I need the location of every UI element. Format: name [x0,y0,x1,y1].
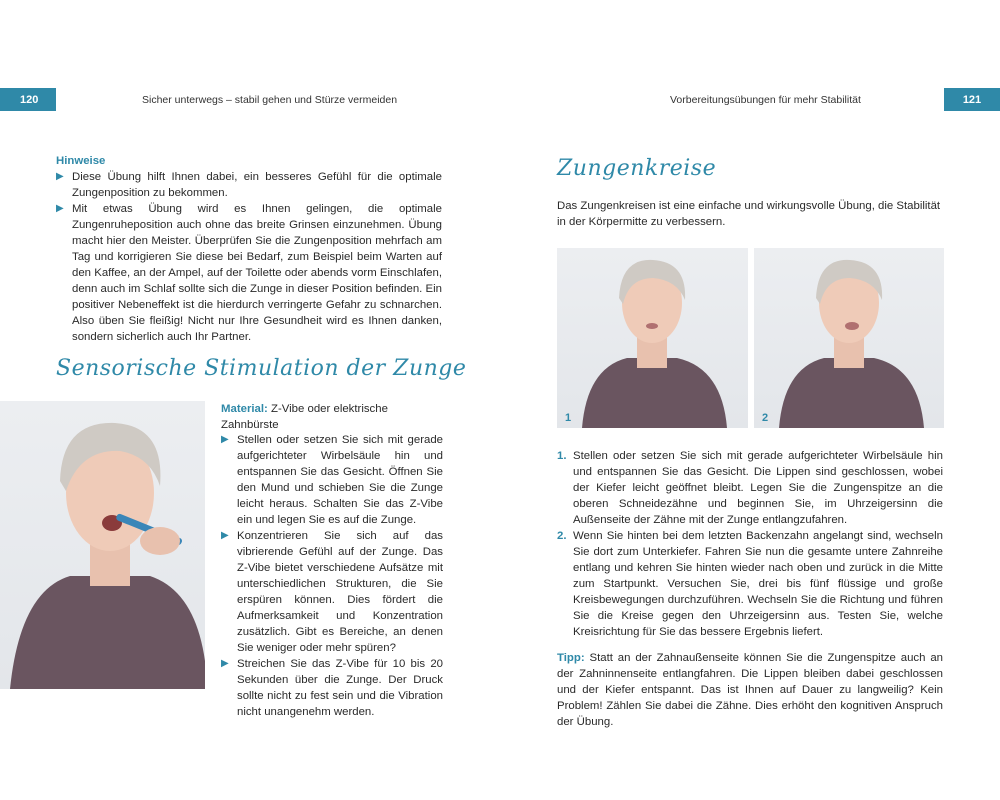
step-number: 2. [557,530,567,542]
tip-box [557,650,943,730]
left-running-title: Sicher unterwegs – stabil gehen und Stürze vermeiden [142,94,398,106]
woman-portrait-illustration [754,248,944,428]
section-title-sensory: Sensorische Stimulation der Zunge [56,356,467,381]
step-item: 1. Stellen oder setzen Sie sich mit gerade aufgerichteter Wirbelsäule hin und entspannen Sie das Gesicht. Die Lippen sind geschlossen, wobei der Kiefer leicht geöffnet bleibt. Legen Sie die Zungenspitze an die oberen Schneidezähne und beginnen Sie, im Uhrzeigersinn die Außenseite der Zähne mit der Zunge entlangzufahren. [557,450,943,526]
intro-text: Das Zungenkreisen ist eine einfache und wirkungsvolle Übung, die Stabilität in der Körpermitte zu verbessern. [557,200,941,228]
hints-title: Hinweise [56,155,106,167]
instruction-item: ▶ Stellen oder setzen Sie sich mit gerade aufgerichteter Wirbelsäule hin und entspannen Sie das Gesicht. Öffnen Sie den Mund und schieben Sie die Zunge leicht heraus. Schalten Sie das Z-Vibe ein und legen Sie es auf die Zunge. [221,434,443,526]
photo-label-1: 1 [565,412,572,424]
hint-item: ▶ Diese Übung hilft Ihnen dabei, ein besseres Gefühl für die optimale Zungenposition zu bekommen. [56,171,442,199]
triangle-bullet-icon: ▶ [56,203,64,214]
right-running-title: Vorbereitungsübungen für mehr Stabilität [670,94,861,106]
triangle-bullet-icon: ▶ [221,434,229,445]
photo-z-vibe [0,401,205,689]
triangle-bullet-icon: ▶ [56,171,64,182]
tip-label: Tipp: [557,652,585,664]
material-line [221,401,443,433]
woman-portrait-illustration [557,248,748,428]
material-label: Material: [221,403,268,415]
hints-box [56,153,442,345]
photo-label-2: 2 [762,412,769,424]
instruction-item: ▶ Konzentrieren Sie sich auf das vibrierende Gefühl auf der Zunge. Das Z-Vibe bietet verschiedene Aufsätze mit unterschiedlichen Strukturen, die Sie erspüren können. Dies fördert die Aufmerksamkeit und Konzentration zusätzlich. Gibt es Bereiche, an denen Sie weniger oder mehr spüren? [221,530,443,654]
triangle-bullet-icon: ▶ [221,530,229,541]
left-page-number: 120 [0,88,56,111]
step-item: 2. Wenn Sie hinten bei dem letzten Backenzahn angelangt sind, wechseln Sie dort zum Unterkiefer. Fahren Sie nun die gesamte untere Zahnreihe entlang und kehren Sie hinten wieder nach oben und zurück in die Mitte zum Startpunkt. Versuchen Sie, drei bis fünf flüssige und große Kreisbewegungen durchzuführen. Wechseln Sie die Richtung und führen Sie die Kreise gegen den Uhrzeigersinn aus. Testen Sie, welche Kreisrichtung für Sie das bessere Ergebnis liefert. [557,530,943,638]
photo-step-2 [754,248,944,428]
instruction-list [221,432,443,720]
woman-with-z-vibe-illustration [0,401,205,689]
hint-item: ▶ Mit etwas Übung wird es Ihnen gelingen, die optimale Zungenruheposition auch ohne das breite Grinsen einzunehmen. Übung macht hier den Meister. Überprüfen Sie die Zungenposition mehrfach am Tag und korrigieren Sie diese bei Bedarf, zum Beispiel beim Warten auf den Kaffee, an der Ampel, auf der Toilette oder abends vorm Einschlafen, denn auch im Schlaf sollte sich die Zunge in dieser Position befinden. Ein positiver Nebeneffekt ist die hierdurch verringerte Gefahr zu schnarchen. Also üben Sie fleißig! Nicht nur Ihre Gesundheit wird es Ihnen danken, sondern sicherlich auch Ihr Partner. [56,203,442,343]
material-text: Z-Vibe oder elektrische Zahnbürste [221,403,388,431]
instruction-item: ▶ Streichen Sie das Z-Vibe für 10 bis 20 Sekunden über die Zunge. Der Druck sollte nicht zu fest sein und die Vibration nicht unangenehm werden. [221,658,443,718]
triangle-bullet-icon: ▶ [221,658,229,669]
step-number: 1. [557,450,567,462]
steps-list [557,448,943,640]
photo-step-1 [557,248,748,428]
right-page-number: 121 [944,88,1000,111]
tip-text: Statt an der Zahnaußenseite können Sie die Zungenspitze auch an der Zahninnenseite entlangfahren. Die Lippen bleiben dabei geschlossen und der Kiefer entspannt. Das ist Ihnen auf Dauer zu langweilig? Kein Problem! Zählen Sie dabei die Zähne. Dies erhöht den kognitiven Anspruch der Übung. [557,652,943,728]
section-title-tongue-circles: Zungenkreise [557,156,717,181]
